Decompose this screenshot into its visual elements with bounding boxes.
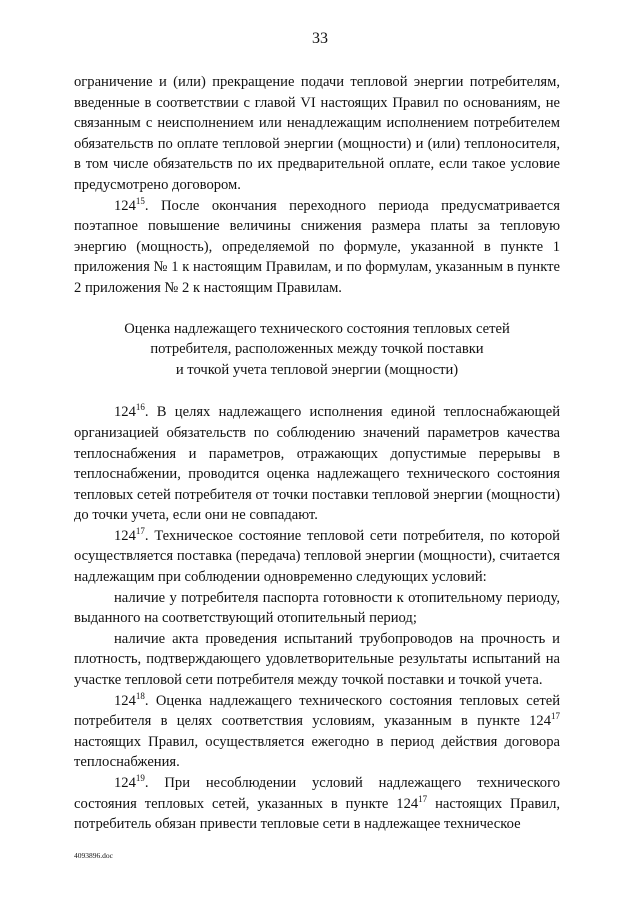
page-number: 33 bbox=[312, 30, 328, 47]
clause-superscript: 16 bbox=[135, 402, 145, 413]
clause-text: . Техническое состояние тепловой сети потребителя, по которой осуществляется поставка (передача) тепловой энергии (мощности), считается надлежащим при соблюдении одновременно следующих условий: bbox=[74, 527, 560, 586]
paragraph-continuation: ограничение и (или) прекращение подачи тепловой энергии потребителям, введенные в соответствии с главой VI настоящих Правил по основаниям, не связанным с неисполнением или ненадлежащим исполнением потребителем обязательств по оплате тепловой энергии (мощности) и (или) теплоносителя, в том числе обязательств по их предварительной оплате, если такое условие предусмотрено договором. bbox=[74, 74, 560, 193]
document-body bbox=[74, 72, 560, 835]
clause-text: . В целях надлежащего исполнения единой теплоснабжающей организацией обязательств по соблюдению значений параметров качества теплоснабжения и параметров, отражающих допустимые перерывы в теплоснабжении, проводится оценка надлежащего технического состояния тепловых сетей потребителя от точки поставки тепловой энергии (мощности) до точки учета, если они не совпадают. bbox=[74, 404, 560, 524]
clause-superscript: 19 bbox=[135, 773, 145, 784]
paragraph-124-16 bbox=[74, 402, 560, 526]
paragraph-124-17 bbox=[74, 526, 560, 588]
file-name-footer: 4093896.doc bbox=[74, 851, 113, 860]
paragraph-124-18 bbox=[74, 691, 560, 773]
heading-line: Оценка надлежащего технического состояния тепловых сетей bbox=[124, 320, 510, 337]
clause-text: . Оценка надлежащего технического состояния тепловых сетей потребителя в целях соответствия условиям, указанным в пункте 124 bbox=[74, 692, 560, 730]
paragraph-condition-2: наличие акта проведения испытаний трубопроводов на прочность и плотность, подтверждающего удовлетворительные результаты испытаний на участке тепловой сети потребителя между точкой поставки и точкой учета. bbox=[74, 630, 560, 689]
clause-text: . После окончания переходного периода предусматривается поэтапное повышение величины снижения размера платы за тепловую энергию (мощность), определяемой по формуле, указанной в пункте 1 приложения № 1 к настоящим Правилам, и по формулам, указанным в пункте 2 приложения № 2 к настоящим Правилам. bbox=[74, 197, 560, 296]
clause-text: настоящих Правил, осуществляется ежегодно в период действия договора теплоснабжения. bbox=[74, 733, 560, 771]
paragraph-124-15 bbox=[74, 196, 560, 299]
paragraph-124-19 bbox=[74, 773, 560, 835]
clause-text: . При несоблюдении условий надлежащего технического состояния тепловых сетей, указанных в пункте 124 bbox=[74, 775, 560, 812]
clause-superscript: 18 bbox=[135, 690, 145, 701]
clause-text: настоящих Правил, потребитель обязан привести тепловые сети в надлежащее техническое bbox=[74, 795, 560, 833]
heading-line: и точкой учета тепловой энергии (мощности) bbox=[175, 361, 459, 378]
clause-number: 124 bbox=[114, 692, 136, 709]
reference-superscript: 17 bbox=[551, 711, 560, 722]
clause-superscript: 17 bbox=[135, 526, 145, 537]
clause-number: 124 bbox=[114, 404, 136, 421]
section-heading bbox=[74, 319, 560, 381]
paragraph-condition-1: наличие у потребителя паспорта готовности к отопительному периоду, выданного на соответствующий отопительный период; bbox=[74, 589, 560, 627]
clause-number: 124 bbox=[114, 775, 136, 791]
clause-number: 124 bbox=[114, 197, 136, 214]
reference-superscript: 17 bbox=[418, 793, 428, 804]
clause-superscript: 15 bbox=[135, 195, 145, 206]
clause-number: 124 bbox=[114, 527, 136, 544]
heading-line: потребителя, расположенных между точкой поставки bbox=[150, 341, 484, 358]
